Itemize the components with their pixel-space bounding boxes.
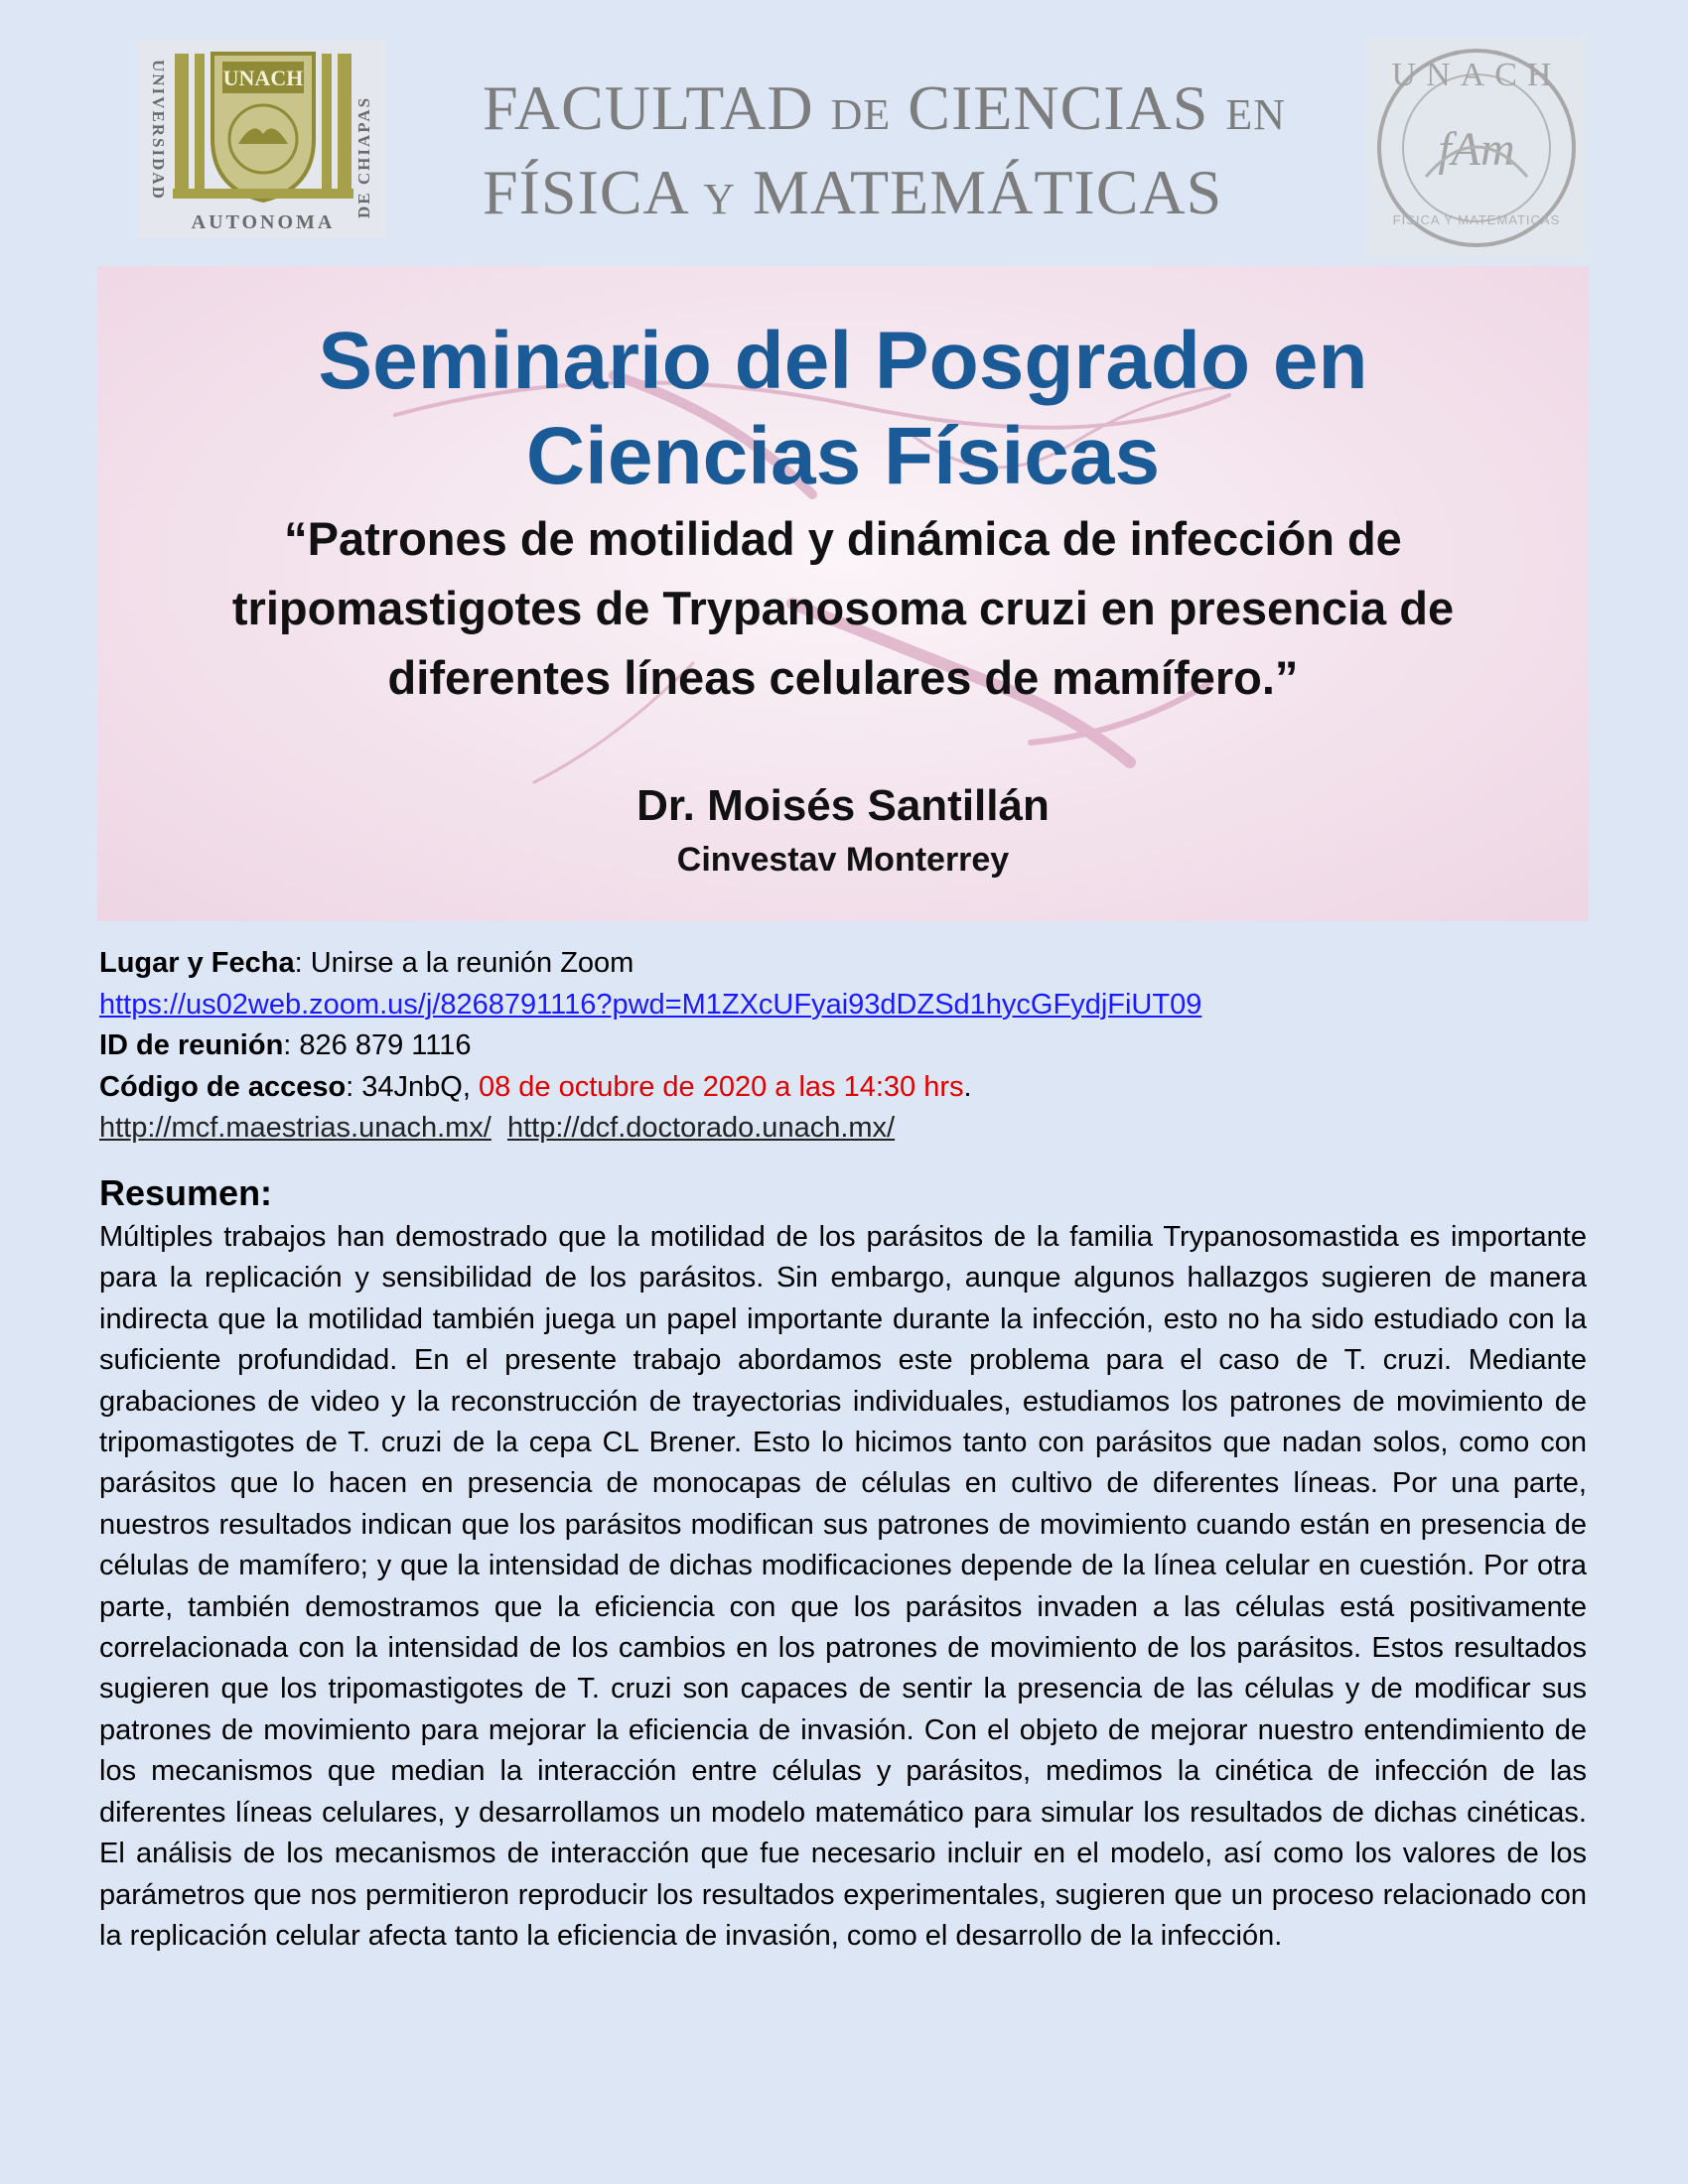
unach-seal-logo	[139, 40, 387, 238]
seminar-title	[97, 314, 1589, 504]
emblem-center-text: fAm	[1438, 123, 1515, 176]
faculty-emblem-logo	[1366, 38, 1587, 258]
emblem-top-text: UNACH	[1391, 57, 1562, 93]
program-links-line	[99, 1108, 1589, 1150]
place-date-value: : Unirse a la reunión Zoom	[294, 947, 634, 979]
event-date: 08 de octubre de 2020 a las 14:30 hrs	[478, 1070, 964, 1103]
access-code-value: : 34JnbQ,	[346, 1070, 479, 1103]
access-code-label: Código de acceso	[99, 1070, 347, 1103]
event-date-end: .	[963, 1070, 972, 1103]
place-date-label: Lugar y Fecha	[99, 947, 295, 979]
maestria-link[interactable]: http://mcf.maestrias.unach.mx/	[99, 1112, 492, 1144]
seal-arc-left-text: UNIVERSIDAD	[149, 60, 168, 201]
faculty-name	[483, 69, 1286, 238]
seminar-banner	[97, 266, 1589, 921]
zoom-link[interactable]: https://us02web.zoom.us/j/8268791116?pwd=M1ZXcUFyai93dDZSd1hycGFydjFiUT09	[99, 988, 1202, 1021]
emblem-bottom-text: FISICA Y MATEMATICAS	[1392, 212, 1561, 227]
access-code-line	[99, 1067, 1589, 1109]
zoom-link-line	[99, 985, 1589, 1026]
faculty-name-line-2: FÍSICA Y MATEMÁTICAS	[483, 157, 1223, 227]
doctorado-link[interactable]: http://dcf.doctorado.unach.mx/	[506, 1112, 896, 1144]
meeting-id-line	[99, 1025, 1589, 1067]
talk-title-line-2: tripomastigotes de Trypanosoma cruzi en presencia de	[231, 582, 1455, 634]
talk-title-line-1: “Patrones de motilidad y dinámica de infección de	[284, 512, 1402, 565]
seal-arc-right-text: DE CHIAPAS	[354, 95, 373, 218]
seminar-title-line-1: Seminario del Posgrado en	[318, 316, 1368, 406]
place-date-line	[99, 943, 1589, 985]
header	[0, 0, 1688, 258]
abstract-title: Resumen:	[99, 1172, 273, 1213]
speaker-affiliation: Cinvestav Monterrey	[676, 841, 1010, 879]
abstract-body: Múltiples trabajos han demostrado que la motilidad de los parásitos de la familia Trypanosomastida es importante para la replicación y sensibilidad de los parásitos. Sin embargo, aunque algunos hallazgos sugieren de manera indirecta que la motilidad también juega un papel importante durante la infección, esto no ha sido estudiado con la suficiente profundidad. En el presente trabajo abordamos este problema para el caso de T. cruzi. Mediante grabaciones de video y la reconstrucción de trayectorias individuales, estudiamos los patrones de movimiento de tripomastigotes de T. cruzi de la cepa CL Brener. Esto lo hicimos tanto con parásitos que nadan solos, como con parásitos que lo hacen en presencia de monocapas de células en cultivo de diferentes líneas. Por una parte, nuestros resultados indican que los parásitos modifican sus patrones de movimiento cuando están en presencia de células de mamífero; y que la intensidad de dichas modificaciones depende de la línea celular en cuestión. Por otra parte, también demostramos que la eficiencia con que los parásitos invaden a las células está positivamente correlacionada con la intensidad de los cambios en los patrones de movimiento de los parásitos. Estos resultados sugieren que los tripomastigotes de T. cruzi son capaces de sentir la presencia de las células y de modificar sus patrones de movimiento para mejorar la eficiencia de invasión. Con el objeto de mejorar nuestro entendimiento de los mecanismos que median la interacción entre células y parásitos, medimos la cinética de infección de las diferentes líneas celulares, y desarrollamos un modelo matemático para simular los resultados de dichas cinéticas. El análisis de los mecanismos de interacción que fue necesario incluir en el modelo, así como los valores de los parámetros que nos permitieron reproducir los resultados experimentales, sugieren que un proceso relacionado con la replicación celular afecta tanto la eficiencia de invasión, como el desarrollo de la infección.	[99, 1221, 1587, 1952]
meeting-id-label: ID de reunión	[99, 1029, 284, 1061]
faculty-name-line-1: FACULTAD DE CIENCIAS EN	[483, 72, 1287, 143]
event-info	[99, 943, 1589, 1150]
talk-title-line-3: diferentes líneas celulares de mamífero.”	[387, 651, 1299, 704]
seal-bottom-text: AUTONOMA	[191, 211, 336, 233]
speaker-name: Dr. Moisés Santillán	[636, 781, 1050, 830]
seal-shield-text: UNACH	[222, 66, 304, 90]
meeting-id-value: : 826 879 1116	[283, 1029, 472, 1061]
seminar-title-line-2: Ciencias Físicas	[525, 411, 1161, 501]
talk-title	[97, 504, 1589, 713]
